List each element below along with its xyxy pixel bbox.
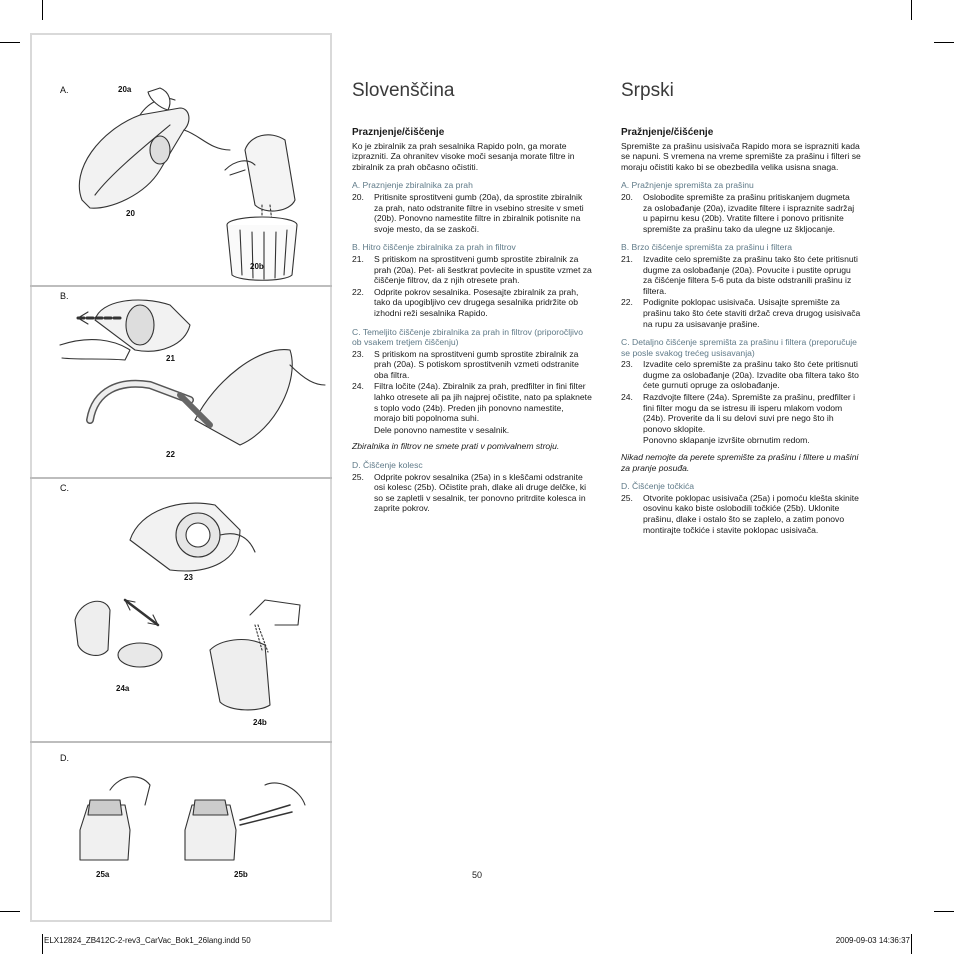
list-item	[621, 493, 861, 535]
item-text: S pritiskom na sprostitveni gumb sprostite zbiralnik za prah (20a). S potiskom sprostitvenih vzmeti odstranite oba filtra.	[374, 348, 579, 380]
callout-23: 23	[184, 573, 193, 582]
item-text: Oslobodite spremište za prašinu pritiskanjem dugmeta za oslobađanje (20a), izvadite filtere i ispraznite sadržaj u papirnu kesu (20b). Vratite filtere i ponovo pritisnite spremište za prašinu tako da ulegne uz škljocanje.	[643, 191, 855, 234]
subsection-title: B. Hitro čiščenje zbiralnika za prah in filtrov	[352, 242, 516, 253]
warning-note: Zbiralnika in filtrov ne smete prati v pomivalnem stroju.	[352, 441, 560, 452]
page-number: 50	[472, 870, 483, 880]
callout-22: 22	[166, 450, 175, 459]
item-text: Odprite pokrov sesalnika (25a) in s kleščami odstranite osi kolesc (25b). Očistite prah, dlake ali druge delčke, ki so se zapletli v sesalnik, ter ponovno pritrdite kolesca in zaprite pokrov.	[374, 471, 587, 514]
item-text: Razdvojte filtere (24a). Spremište za prašinu, predfilter i fini filter mogu da se istresu ili isperu mlakom vodom (24b). Proverite da li su delovi suvi pre nego što ih ponovo sklopite.	[643, 392, 856, 434]
section-heading: Praznjenje/čiščenje	[352, 127, 445, 138]
callout-25a: 25a	[96, 870, 110, 879]
callout-21: 21	[166, 354, 175, 363]
vacuum-open-illustration	[130, 503, 255, 571]
callout-25b: 25b	[234, 870, 248, 879]
list-item	[621, 192, 861, 234]
footer-timestamp: 2009-09-03 14:36:37	[835, 936, 910, 945]
subsection-title: D. Čiščenje kolesc	[352, 460, 423, 471]
warning-note: Nikad nemojte da perete spremište za prašinu i filtere u mašini za pranje posuđa.	[621, 452, 859, 473]
subsection-title: C. Temeljito čiščenje zbiralnika za prah in filtrov (priporočljivo ob vsakem tretjem čiščenju)	[352, 326, 584, 348]
footer-filename: ELX12824_ZB412C-2-rev3_CarVac_Bok1_26lang.indd 50	[44, 936, 251, 945]
item-text: Podignite poklopac usisivača. Usisajte spremište za prašinu tako što ćete staviti držač creva drugog usisivača na rupu za usisavanje prašine.	[643, 297, 861, 329]
list-item	[621, 435, 861, 446]
list-item	[621, 392, 861, 434]
figure-label-c: C.	[60, 483, 69, 493]
figure-label-a: A.	[60, 85, 69, 95]
item-number: 20.	[621, 191, 633, 202]
item-text: Dele ponovno namestite v sesalnik.	[374, 424, 510, 435]
callout-24a: 24a	[116, 684, 130, 693]
list-item	[352, 381, 592, 423]
item-number: 23.	[621, 359, 633, 370]
item-text: S pritiskom na sprostitveni gumb sprostite zbiralnik za prah (20a). Pet- ali šestkrat povlecite in spustite vzmet za čiščenje filtrov, da z njih otresete prah.	[374, 253, 592, 286]
subsection-title: A. Pražnjenje spremišta za prašinu	[621, 180, 754, 191]
subsection-title: D. Čišćenje točkića	[621, 481, 695, 492]
hose-cleaning-illustration	[90, 350, 325, 445]
language-title: Srpski	[621, 80, 674, 101]
dust-container-illustration	[225, 135, 295, 222]
column-srpski	[621, 80, 861, 543]
item-text: Otvorite poklopac usisivača (25a) i pomoću klešta skinite osovinu kako biste oslobodili točkiće (25b). Uklonite prašinu, dlake i ostalo što se zaplelo, a zatim ponovo montirajte točkiće i stavite poklopac usisivača.	[643, 492, 859, 535]
figure-label-d: D.	[60, 753, 69, 763]
item-number: 20.	[352, 191, 364, 202]
intro-text: Spremište za prašinu usisivača Rapido mora se isprazniti kada se napuni. S vremena na vreme spremište za prašinu i filteri se moraju očistiti kako bi se obezbedila velika usisna snaga.	[621, 140, 861, 172]
list-item	[352, 192, 592, 234]
item-text: Odprite pokrov sesalnika. Posesajte zbiralnik za prah, tako da upogibljivo cev drugega sesalnika pridržite ob izhodni reži sesalnika Rapido.	[374, 286, 579, 318]
item-number: 22.	[621, 297, 633, 308]
item-number: 21.	[352, 253, 364, 264]
pliers-illustration	[185, 783, 305, 860]
column-slovenscina	[352, 80, 592, 522]
item-number: 22.	[352, 286, 364, 297]
item-text: Ponovno sklapanje izvršite obrnutim redom.	[643, 435, 810, 446]
item-text: Filtra ločite (24a). Zbiralnik za prah, predfilter in fini filter lahko otresete ali pa jih najprej očistite, nato pa splaknete s toplo vodo (24b). Preden jih ponovno namestite, morajo biti popolnoma suhi.	[374, 381, 592, 424]
item-number: 25.	[621, 492, 633, 503]
list-item	[352, 425, 592, 436]
item-text: Pritisnite sprostitveni gumb (20a), da sprostite zbiralnik za prah, nato odstranite filtre in vsebino stresite v smeti (20b). Ponovno namestite filtre in zbiralnik potisnite na svoje mesto, da se zaskoči.	[374, 191, 584, 234]
list-item	[352, 349, 592, 381]
filter-spring-illustration	[60, 300, 190, 360]
list-item	[621, 297, 861, 329]
vacuum-hand-illustration	[79, 88, 230, 208]
item-number: 21.	[621, 253, 633, 264]
list-item	[352, 472, 592, 514]
item-number: 24.	[352, 381, 364, 392]
subsection-title: B. Brzo čišćenje spremišta za prašinu i filtera	[621, 242, 792, 253]
section-heading: Pražnjenje/čišćenje	[621, 127, 714, 138]
filters-separate-illustration	[75, 600, 162, 667]
figure-label-b: B.	[60, 291, 69, 301]
lid-open-illustration	[80, 777, 150, 860]
intro-text: Ko je zbiralnik za prah sesalnika Rapido poln, ga morate izprazniti. Za ohranitev visoke moči sesanja morate filtre in zbiralnik za prah občasno očistiti.	[352, 140, 575, 172]
item-text: Izvadite celo spremište za prašinu tako što ćete pritisnuti dugme za oslobađanje (20a). Povucite i pustite oprugu za čišćenje filtera 5-6 puta da biste odstranili prašinu iz filtera.	[643, 253, 858, 296]
list-item	[352, 287, 592, 319]
list-item	[621, 254, 861, 296]
subsection-title: C. Detaljno čišćenje spremišta za prašinu i filtera (preporučuje se posle svakog trećeg usisavanja)	[621, 337, 857, 358]
item-number: 24.	[621, 392, 633, 403]
callout-20b: 20b	[250, 262, 264, 271]
callout-24b: 24b	[253, 718, 267, 727]
item-number: 23.	[352, 348, 364, 359]
item-number: 25.	[352, 471, 364, 482]
list-item	[621, 359, 861, 391]
list-item	[352, 254, 592, 286]
rinse-filter-illustration	[210, 600, 300, 710]
callout-20a: 20a	[118, 85, 132, 94]
item-text: Izvadite celo spremište za prašinu tako što ćete pritisnuti dugme za oslobađanje (20a). Izvadite oba filtera tako što ćete gurnuti opruge za oslobađanje.	[643, 359, 859, 391]
language-title: Slovenščina	[352, 80, 455, 101]
callout-20: 20	[126, 209, 135, 218]
subsection-title: A. Praznjenje zbiralnika za prah	[352, 180, 473, 191]
